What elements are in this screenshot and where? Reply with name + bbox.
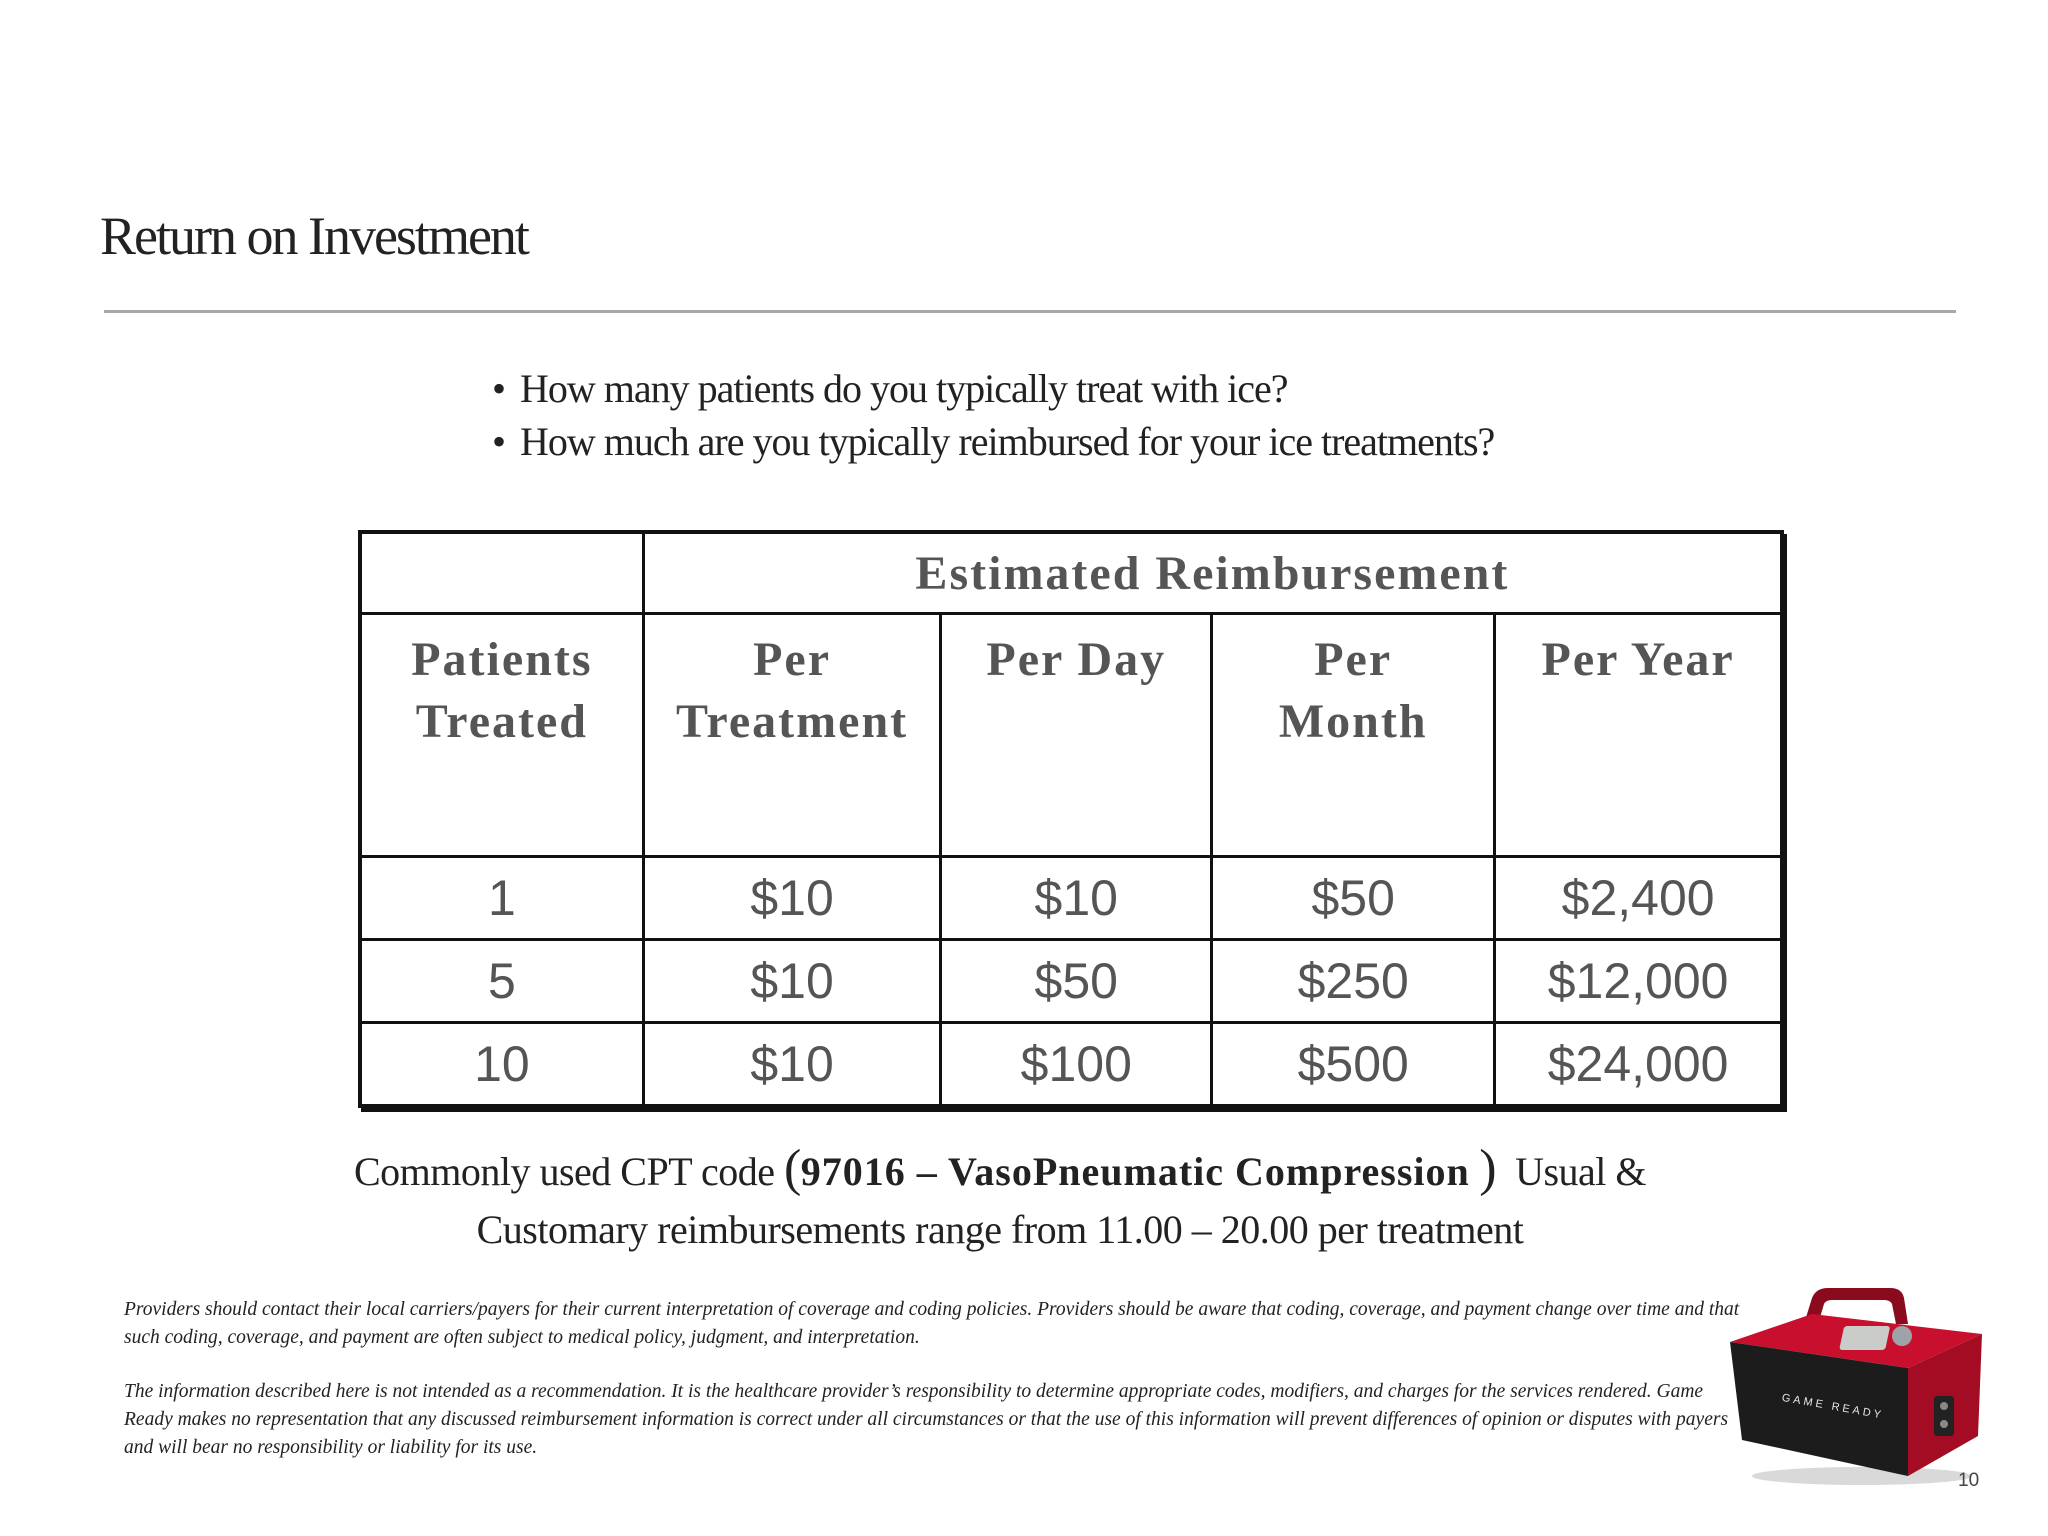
column-header-per-month: Per Month <box>1212 614 1495 857</box>
group-header: Estimated Reimbursement <box>643 532 1782 614</box>
table-cell: $250 <box>1212 940 1495 1023</box>
reimbursement-table <box>358 530 1784 1108</box>
question-text: How many patients do you typically treat with ice? <box>520 366 1288 411</box>
table-cell: $10 <box>941 857 1212 940</box>
game-ready-device-image <box>1712 1280 1992 1490</box>
table-cell: 5 <box>360 940 643 1023</box>
table-cell: $100 <box>941 1023 1212 1107</box>
table-cell: $500 <box>1212 1023 1495 1107</box>
cpt-prefix: Commonly used CPT code <box>353 1149 775 1194</box>
table-cell: $2,400 <box>1495 857 1782 940</box>
disclaimer-paragraph: Providers should contact their local carriers/payers for their current interpretation of coverage and coding policies. Providers should be aware that coding, coverage, and payment change over time and that such coding, coverage, and payment are often subject to medical policy, judgment, and interpretation. <box>124 1299 1740 1348</box>
column-header-per-treatment: Per Treatment <box>643 614 941 857</box>
disclaimer <box>124 1296 1744 1488</box>
table-cell: $10 <box>643 940 941 1023</box>
slide-title: Return on Investment <box>100 206 528 266</box>
cpt-code: 97016 – VasoPneumatic Compression <box>800 1149 1470 1194</box>
cpt-suffix: Usual & <box>1515 1149 1647 1194</box>
table-group-header-row <box>360 532 1782 614</box>
table-corner-cell <box>360 532 643 614</box>
table-cell: $10 <box>643 857 941 940</box>
cpt-open-paren: ( <box>783 1140 801 1197</box>
question-text: How much are you typically reimbursed for your ice treatments? <box>520 419 1495 464</box>
table-cell: $50 <box>941 940 1212 1023</box>
cpt-close-paren: ) <box>1479 1140 1497 1197</box>
question-item <box>492 415 1494 468</box>
table-cell: 1 <box>360 857 643 940</box>
question-list <box>492 362 1494 468</box>
table-row <box>360 1023 1782 1107</box>
table-cell: $10 <box>643 1023 941 1107</box>
page-number: 10 <box>1958 1470 1980 1491</box>
table-cell: $24,000 <box>1495 1023 1782 1107</box>
bullet-icon: • <box>492 366 506 411</box>
cpt-code-note <box>120 1140 1880 1259</box>
cpt-note-line2: Customary reimbursements range from 11.00 – 20.00 per treatment <box>476 1207 1524 1252</box>
title-divider <box>104 310 1956 313</box>
device-logo-text: GAME READY <box>1780 1391 1885 1422</box>
table-cell: 10 <box>360 1023 643 1107</box>
column-header-per-day: Per Day <box>941 614 1212 857</box>
table-row <box>360 857 1782 940</box>
question-item <box>492 362 1494 415</box>
column-header-patients: Patients Treated <box>360 614 643 857</box>
table-header-row <box>360 614 1782 857</box>
cpt-note-line1 <box>120 1140 1880 1201</box>
table-cell: $50 <box>1212 857 1495 940</box>
table-cell: $12,000 <box>1495 940 1782 1023</box>
disclaimer-paragraph: The information described here is not intended as a recommendation. It is the healthcare provider’s responsibility to determine appropriate codes, modifiers, and charges for the services rendered. Game Ready makes no representation that any discussed reimbursement information is correct under all circumstances or that the use of this information will prevent differences of opinion or disputes with payers and will bear no responsibility or liability for its use. <box>124 1381 1729 1458</box>
column-header-per-year: Per Year <box>1495 614 1782 857</box>
bullet-icon: • <box>492 419 506 464</box>
table-row <box>360 940 1782 1023</box>
